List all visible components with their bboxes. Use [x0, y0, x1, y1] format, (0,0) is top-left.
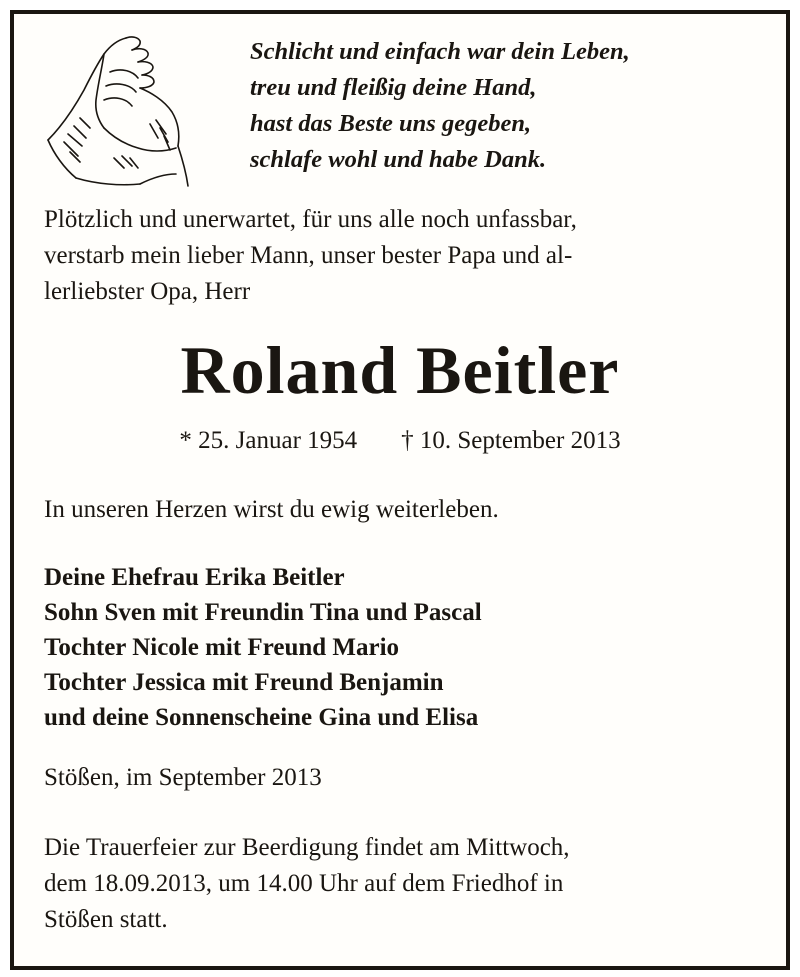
funeral-line: Stößen statt. [44, 906, 168, 933]
poem-line: Schlicht und einfach war dein Leben, [250, 38, 630, 65]
intro-text [44, 202, 756, 310]
funeral-line: dem 18.09.2013, um 14.00 Uhr auf dem Friedhof in [44, 870, 564, 897]
poem-line: hast das Beste uns gegeben, [250, 110, 532, 137]
poem-line: schlafe wohl und habe Dank. [250, 146, 547, 173]
intro-line: lerliebster Opa, Herr [44, 278, 251, 305]
poem-line: treu und fleißig deine Hand, [250, 74, 537, 101]
mourner-line: Tochter Nicole mit Freund Mario [44, 634, 400, 661]
praying-hands-icon [40, 28, 198, 193]
mourner-line: Sohn Sven mit Freundin Tina und Pascal [44, 599, 482, 626]
poem [250, 34, 630, 178]
deceased-name: Roland Beitler [180, 332, 620, 408]
mourner-line: Tochter Jessica mit Freund Benjamin [44, 669, 444, 696]
intro-line: Plötzlich und unerwartet, für uns alle noch unfassbar, [44, 206, 577, 233]
mourner-line: Deine Ehefrau Erika Beitler [44, 564, 345, 591]
mourner-line: und deine Sonnenscheine Gina und Elisa [44, 704, 479, 731]
life-dates [0, 424, 800, 458]
place-date: Stößen, im September 2013 [44, 764, 322, 791]
funeral-notice [44, 830, 756, 938]
funeral-line: Die Trauerfeier zur Beerdigung findet am Mittwoch, [44, 834, 570, 861]
intro-line: verstarb mein lieber Mann, unser bester Papa und al- [44, 242, 573, 269]
remembrance-text: In unseren Herzen wirst du ewig weiterleben. [44, 496, 499, 523]
death-date: † 10. September 2013 [401, 427, 621, 454]
mourners-list [44, 560, 482, 735]
birth-date: * 25. Januar 1954 [179, 427, 358, 454]
